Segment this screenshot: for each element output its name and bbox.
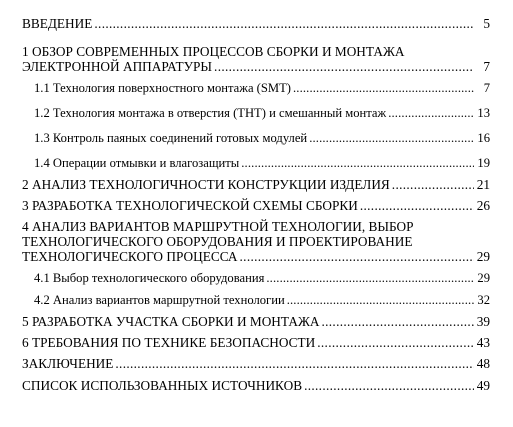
dot-leader [309,131,474,146]
toc-entry-row [34,156,490,171]
toc-entry-row [22,356,490,371]
toc-entry-title: 5 РАЗРАБОТКА УЧАСТКА СБОРКИ И МОНТАЖА [22,314,320,329]
toc-entry-row [22,314,490,329]
toc-entry-row [34,131,490,146]
toc-section-entry[interactable] [22,378,490,393]
toc-entry-row [22,335,490,350]
toc-entry-row [22,16,490,31]
dot-leader [304,378,474,393]
dot-leader [240,249,474,264]
toc-page-number: 49 [476,378,490,393]
toc-section-entry[interactable] [22,198,490,213]
dot-leader [293,81,474,96]
toc-page-number: 26 [476,198,490,213]
toc-subsection-entry[interactable] [22,81,490,96]
toc-section-entry[interactable] [22,177,490,192]
dot-leader [94,16,474,31]
toc-entry-title: 2 АНАЛИЗ ТЕХНОЛОГИЧНОСТИ КОНСТРУКЦИИ ИЗДЕЛИЯ [22,177,390,192]
toc-page-number: 29 [476,249,490,264]
toc-entry-title: 1.2 Технология монтажа в отверстия (THT) и смешанный монтаж [34,106,387,120]
toc-entry-title: 4.2 Анализ вариантов маршрутной технологии [34,293,285,307]
toc-entry-title: 3 РАЗРАБОТКА ТЕХНОЛОГИЧЕСКОЙ СХЕМЫ СБОРКИ [22,198,358,213]
toc-entry-row [22,59,490,74]
toc-entry-row [22,177,490,192]
toc-subsection-entry[interactable] [22,131,490,146]
toc-entry-title: 1.4 Операции отмывки и влагозащиты [34,156,240,170]
toc-entry-title: 6 ТРЕБОВАНИЯ ПО ТЕХНИКЕ БЕЗОПАСНОСТИ [22,335,316,350]
dot-leader [266,271,474,286]
toc-entry-title-line: 1 ОБЗОР СОВРЕМЕННЫХ ПРОЦЕССОВ СБОРКИ И МОНТАЖА [22,44,405,59]
toc-page-number: 21 [476,177,490,192]
dot-leader [321,314,474,329]
toc-entry-title: ТЕХНОЛОГИЧЕСКОГО ПРОЦЕССА [22,249,238,264]
toc-entry-row [34,106,490,121]
toc-page-number: 32 [477,293,490,307]
toc-page-number: 13 [477,106,490,120]
dot-leader [392,177,474,192]
dot-leader [241,156,474,171]
toc-page-number: 43 [476,335,490,350]
toc-subsection-entry[interactable] [22,271,490,286]
toc-page-number: 5 [483,16,490,31]
toc-section-entry[interactable] [22,219,490,264]
toc-page-number: 48 [476,356,490,371]
toc-section-entry[interactable] [22,44,490,74]
dot-leader [287,293,474,308]
toc-entry-title: 4.1 Выбор технологического оборудования [34,271,265,285]
toc-entry-title: ВВЕДЕНИЕ [22,16,93,31]
toc-page-number: 7 [483,81,490,95]
toc-entry-row [22,378,490,393]
toc-entry-row [34,81,490,96]
toc-entry-row [22,249,490,264]
toc-entry-title: 1.3 Контроль паяных соединений готовых модулей [34,131,308,145]
toc-page-number: 19 [477,156,490,170]
toc-entry-row [34,293,490,308]
toc-page-number: 39 [476,314,490,329]
dot-leader [115,356,474,371]
toc-entry-row [34,271,490,286]
toc-section-entry[interactable] [22,314,490,329]
toc-section-entry[interactable] [22,356,490,371]
dot-leader [360,198,474,213]
toc-section-entry[interactable] [22,335,490,350]
toc-entry-title: СПИСОК ИСПОЛЬЗОВАННЫХ ИСТОЧНИКОВ [22,378,303,393]
toc-entry-title-line: 4 АНАЛИЗ ВАРИАНТОВ МАРШРУТНОЙ ТЕХНОЛОГИИ, ВЫБОР [22,219,414,234]
toc-entry-title: ЭЛЕКТРОННОЙ АППАРАТУРЫ [22,59,213,74]
toc-page-number: 7 [483,59,490,74]
toc-subsection-entry[interactable] [22,106,490,121]
table-of-contents [22,10,490,393]
toc-entry-title: ЗАКЛЮЧЕНИЕ [22,356,114,371]
toc-entry-title-line: ТЕХНОЛОГИЧЕСКОГО ОБОРУДОВАНИЯ И ПРОЕКТИРОВАНИЕ [22,234,413,249]
toc-subsection-entry[interactable] [22,293,490,308]
toc-entry-title: 1.1 Технология поверхностного монтажа (SMT) [34,81,291,95]
toc-entry-row [22,198,490,213]
toc-page-number: 29 [477,271,490,285]
toc-subsection-entry[interactable] [22,156,490,171]
dot-leader [317,335,474,350]
dot-leader [214,59,474,74]
toc-page-number: 16 [477,131,490,145]
toc-section-entry[interactable] [22,16,490,31]
dot-leader [388,106,474,121]
